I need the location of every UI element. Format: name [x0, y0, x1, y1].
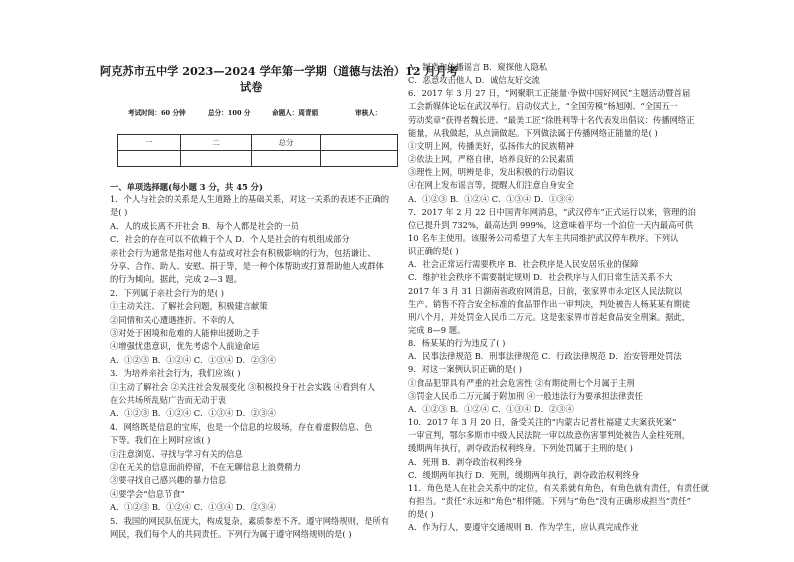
- question-line: 1．个人与社会的关系是人生道路上的基础关系，对这一关系的表述不正确的: [110, 194, 390, 204]
- score-col-1: 一: [118, 135, 181, 151]
- question-line: 亲社会行为通常是指对他人有益或对社会有积极影响的行为，包括谦让、: [110, 247, 376, 258]
- question-line: ②依法上网，严格自律，培养良好的公民素质: [408, 154, 574, 165]
- question-line: 位已提升到 732%，最高达到 999%，这意味着平均一个泊位一天内最高可供: [408, 219, 694, 230]
- score-cell: [252, 151, 321, 167]
- question-line: 7．2017 年 2 月 22 日中国青年网消息，“武汉停车”正式运行以来，管理的泊: [408, 206, 696, 217]
- question-line: 3．为培养亲社会行为，我们应该( ): [110, 368, 241, 379]
- question-line: ②同情和关心遭遇挫折、不幸的人: [110, 314, 235, 325]
- question-line: A．①②③ B．①②④ C．①③④ D．②③④: [408, 403, 574, 414]
- question-line: 10 名车主使用。该服务公司希望了大车主共同维护武汉停车秩序。下列认: [408, 232, 679, 243]
- question-line: 生产、销售不符合安全标准的食品罪作出一审判决，判处被告人杨某某有期徒: [408, 298, 691, 309]
- question-line: ③罚金人民币二万元属于附加刑 ④一般违法行为要承担法律责任: [408, 390, 643, 401]
- question-line: 网民，我们每个人的共同责任。下列行为属于遵守网络规则的是( ): [110, 529, 352, 539]
- exam-title-cont: 试卷: [240, 80, 263, 94]
- question-line: C．维护社会秩序不需要制定规则 D．社会秩序与人们日常生活关系不大: [408, 272, 673, 283]
- question-line: ①文明上网，传播美好，弘扬伟大的民族精神: [408, 140, 574, 151]
- question-line: A．①②③ B．①②④ C．①③④ D．①③④: [408, 193, 574, 204]
- question-line: 6．2017 年 3 月 27 日，“网聚职工正能量·争做中国好网民”主题活动暨首届: [408, 88, 691, 99]
- score-cell: [321, 151, 398, 167]
- exam-title: 阿克苏市五中学 2023—2024 学年第一学期（道德与法治）12 月月考: [100, 64, 459, 78]
- question-line: C．缓期两年执行 D．死刑，缓期两年执行，剥夺政治权利终身: [408, 469, 640, 480]
- score-col-total: 总分: [252, 135, 321, 151]
- score-col-blank: [321, 135, 398, 151]
- question-line: 是( ): [110, 207, 128, 218]
- score-col-2: 二: [181, 135, 252, 151]
- question-line: 工会新媒体论坛在武汉举行。启动仪式上，“全国劳模”杨旭刚、“全国五一: [408, 101, 678, 112]
- question-line: A．民事法律规范 B．刑事法律规范 C．行政法律规范 D．治安管理处罚法: [408, 351, 682, 362]
- exam-reviewer: 审核人：: [355, 109, 382, 117]
- question-line: C．社会的存在可以不依赖于个人 D．个人是社会的有机组成部分: [110, 234, 350, 245]
- question-line: ④要学会“信息节食”: [110, 488, 185, 499]
- question-line: ①主动关注、了解社会问题，积极建言献策: [110, 301, 268, 312]
- question-line: 缓期两年执行，剥夺政治权利终身。下列处罚属于主刑的是( ): [408, 443, 633, 454]
- question-line: 能量，从我做起，从点滴做起。下列做法属于传播网络正能量的是( ): [408, 127, 658, 138]
- question-line: 9．对这一案例认识正确的是( ): [408, 364, 522, 375]
- question-line: 有担当。“责任”永远和“角色”相伴随。下列与“角色”没有正确形成担当“责任”: [408, 495, 691, 506]
- exam-author: 命题人：周青娟: [272, 109, 319, 117]
- score-table: [117, 134, 398, 167]
- question-line: ④在网上发布谣言等，提醒人们注意自身安全: [408, 180, 574, 191]
- question-line: 2．下列属于亲社会行为的是( ): [110, 287, 224, 298]
- question-line: A．作为行人，要遵守交通规则 B．作为学生，应认真完成作业: [408, 522, 639, 533]
- question-line: 刑八个月，并处罚金人民币二万元。这是张家界市首起食品安全刑案。据此，: [408, 311, 691, 322]
- score-cell: [118, 151, 181, 167]
- question-line: A．①②③ B．①②④ C．①③④ D．②③④: [110, 502, 276, 513]
- exam-total: 总分：100 分: [208, 109, 251, 117]
- question-line: 下等。我们在上网时应该( ): [110, 435, 211, 446]
- question-line: 识正确的是( ): [408, 246, 459, 257]
- section-heading: 一、单项选择题(每小题 3 分，共 45 分): [110, 182, 263, 192]
- question-line: ④增强忧患意识，优先考虑个人前途命运: [110, 341, 260, 352]
- question-line: 一审宣判，鄂尔多斯市中级人民法院一审以故意伤害罪判处被告人金柱死刑，: [408, 430, 691, 441]
- question-line: 8．杨某某的行为违反了( ): [408, 338, 506, 349]
- question-line: 的行为倾向。据此，完成 2—3 题。: [110, 274, 242, 285]
- question-line: ③理性上网，明辨是非，发出积极的行动倡议: [408, 167, 574, 178]
- question-line: C．恶意攻击他人 D．诚信友好交流: [408, 75, 540, 86]
- question-line: 分享、合作、助人、安慰、捐于等，是一种个体帮助或打算帮助他人或群体: [110, 261, 384, 271]
- question-line: A．死刑 B．剥夺政治权利终身: [408, 456, 523, 467]
- question-line: ③对处于困境和危难的人能伸出援助之手: [110, 328, 260, 338]
- question-line: ②在无关的信息面前停留，不在无聊信息上浪费精力: [110, 462, 301, 472]
- question-line: A．制造和传播谣言 B．窥探他人隐私: [408, 62, 548, 72]
- question-line: A．①②③ B．①②④ C．①③④ D．②③④: [110, 408, 276, 419]
- question-line: 完成 8—9 题。: [408, 325, 466, 335]
- question-line: ③要寻找自己感兴趣的暴力信息: [110, 475, 227, 486]
- question-line: 在公共场所乱贴广告而无动于衷: [110, 395, 227, 405]
- exam-time: 考试时间：60 分钟: [128, 109, 186, 117]
- question-line: A．人的成长离不开社会 B．每个人都是社会的一员: [110, 220, 299, 231]
- question-line: 11．角色是人在社会关系中的定位，有关系就有角色，有角色就有责任，有责任就: [408, 482, 709, 493]
- score-cell: [181, 151, 252, 167]
- question-line: 的是( ): [408, 509, 434, 520]
- question-line: 4．网络既是信息的宝库，也是一个信息的垃圾场，存在着虚假信息、色: [110, 421, 373, 432]
- question-line: A．①②③ B．①②④ C．①③④ D．②③④: [110, 354, 276, 365]
- question-line: A．社会正常运行需要秩序 B．社会秩序是人民安居乐业的保障: [408, 259, 639, 270]
- question-line: 劳动奖章”获得者魏长进、“最美工匠”徐胜利等十名代表发出倡议：传播网络正: [408, 114, 695, 125]
- question-line: 2017 年 3 月 31 日湖南省政府网消息，日前，张家界市永定区人民法院以: [408, 285, 683, 296]
- question-line: ①主动了解社会 ②关注社会发展变化 ③积极投身于社会实践 ④看到有人: [110, 381, 376, 392]
- question-line: ①食品犯罪具有严重的社会危害性 ②有期徒刑七个月属于主刑: [408, 377, 635, 388]
- question-line: 5．我国的网民队伍庞大，构成复杂，素质参差不齐。遵守网络规则，是所有: [110, 515, 390, 526]
- question-line: 10．2017 年 3 月 20 日，备受关注的“内蒙古记者杜福建丈夫案获死案”: [408, 417, 677, 428]
- question-line: ①注意浏览、寻找与学习有关的信息: [110, 448, 243, 459]
